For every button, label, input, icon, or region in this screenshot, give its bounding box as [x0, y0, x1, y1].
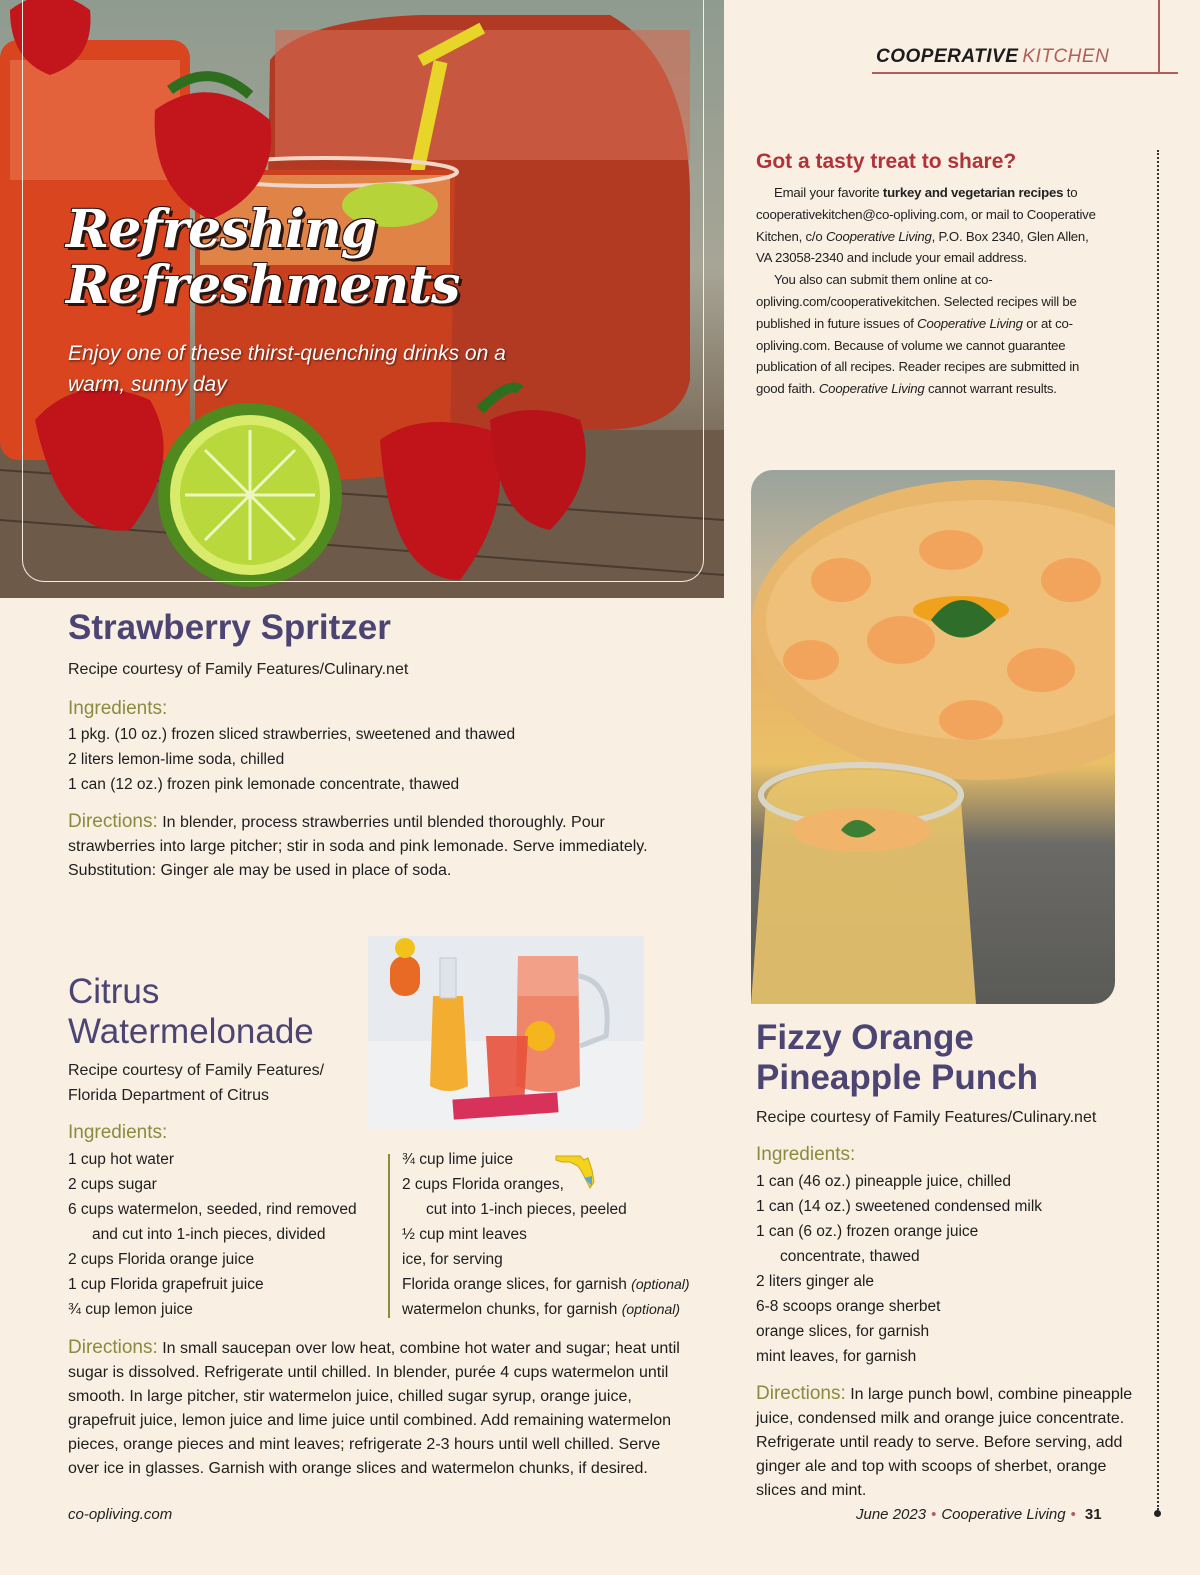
ingredient-item: and cut into 1-inch pieces, divided — [92, 1226, 326, 1243]
ingredient-item: 2 liters lemon-lime soda, chilled — [68, 751, 285, 768]
citrus-title: Citrus Watermelonade — [68, 972, 314, 1051]
strawberry-directions: Directions: In blender, process strawberries until blended thoroughly. Pour strawberries into large pitcher; stir in soda and pink lemonade. Serve immediately. Substitution: Ginger ale may be used in place of soda. — [68, 811, 648, 879]
end-bullet — [1154, 1510, 1161, 1517]
share-title: Got a tasty treat to share? — [756, 150, 1017, 173]
punch-ingredients-label: Ingredients: — [756, 1144, 856, 1165]
ingredient-item: 1 cup Florida grapefruit juice — [68, 1276, 264, 1293]
footer-site: co-opliving.com — [68, 1506, 173, 1523]
ingredient-item: 1 can (6 oz.) frozen orange juice — [756, 1223, 979, 1240]
ingredient-item: 6 cups watermelon, seeded, rind removed — [68, 1201, 357, 1218]
citrus-illustration — [368, 936, 644, 1130]
ingredients-column-rule — [388, 1154, 390, 1318]
ingredient-item: 2 cups sugar — [68, 1176, 157, 1193]
footer-folio: June 2023 • Cooperative Living • 31 — [856, 1506, 1102, 1523]
punch-directions: Directions: In large punch bowl, combine pineapple juice, condensed milk and orange juice concentrate. Refrigerate until ready to serve. Before serving, add ginger ale and top with scoops of sherbet, orange slices and mint. — [756, 1383, 1133, 1499]
share-paragraph-1: Email your favorite turkey and vegetarian recipes to cooperativekitchen@co-opliving.com, or mail to Cooperative Kitchen, c/o Cooperative Living, P.O. Box 2340, Glen Allen, VA 23058-2340 and include your email address. — [756, 185, 1096, 266]
punch-title: Fizzy Orange Pineapple Punch — [756, 1018, 1038, 1097]
ingredient-item: ¾ cup lime juice — [402, 1151, 514, 1168]
page-number: 31 — [1084, 1506, 1102, 1523]
ingredient-item: Florida orange slices, for garnish (optional) — [402, 1276, 690, 1293]
share-body — [756, 182, 1106, 400]
ingredient-item: mint leaves, for garnish — [756, 1348, 917, 1365]
footer-date: June 2023 — [856, 1506, 927, 1523]
punch-illustration — [751, 470, 1115, 1004]
header-brand-a: COOPERATIVE — [876, 46, 1019, 67]
ingredient-item: orange slices, for garnish — [756, 1323, 930, 1340]
citrus-courtesy: Recipe courtesy of Family Features/ Florida Department of Citrus — [68, 1062, 325, 1104]
ingredient-item: 1 can (12 oz.) frozen pink lemonade concentrate, thawed — [68, 776, 460, 793]
ingredient-item: 1 can (46 oz.) pineapple juice, chilled — [756, 1173, 1012, 1190]
punch-photo — [751, 470, 1115, 1004]
florida-icon — [554, 1152, 598, 1190]
ingredient-item: ½ cup mint leaves — [402, 1226, 527, 1243]
dotted-divider — [1157, 150, 1159, 1510]
citrus-ingredients-col1 — [68, 1147, 388, 1322]
ingredient-item: 1 can (14 oz.) sweetened condensed milk — [756, 1198, 1043, 1215]
strawberry-ingredients — [68, 722, 668, 797]
strawberry-directions-label: Directions: — [68, 811, 158, 832]
ingredient-item: 1 cup hot water — [68, 1151, 174, 1168]
hero-subtitle: Enjoy one of these thirst-quenching drinks on a warm, sunny day — [68, 342, 506, 396]
strawberry-courtesy: Recipe courtesy of Family Features/Culinary.net — [68, 661, 409, 678]
citrus-ingredients-label: Ingredients: — [68, 1122, 168, 1143]
ingredient-item: ice, for serving — [402, 1251, 503, 1268]
ingredient-item: concentrate, thawed — [780, 1248, 920, 1265]
header-vertical-rule — [1158, 0, 1160, 74]
share-paragraph-2: You also can submit them online at co-opliving.com/cooperativekitchen. Selected recipes will be published in future issues of Cooperative Living or at co-opliving.com. Because of volume we cannot guarantee publication of all recipes. Reader recipes are submitted in good faith. Cooperative Living cannot warrant results. — [756, 272, 1080, 397]
punch-directions-label: Directions: — [756, 1383, 846, 1404]
ingredient-item: 2 cups Florida orange juice — [68, 1251, 255, 1268]
ingredient-item: cut into 1-inch pieces, peeled — [426, 1201, 627, 1218]
ingredient-item: ¾ cup lemon juice — [68, 1301, 193, 1318]
ingredient-item: 1 pkg. (10 oz.) frozen sliced strawberries, sweetened and thawed — [68, 726, 516, 743]
ingredient-item: 2 liters ginger ale — [756, 1273, 875, 1290]
header-rule — [872, 72, 1178, 74]
footer-magazine: Cooperative Living — [941, 1506, 1066, 1523]
punch-courtesy: Recipe courtesy of Family Features/Culinary.net — [756, 1109, 1097, 1126]
strawberry-ingredients-label: Ingredients: — [68, 698, 168, 719]
header-brand-b: KITCHEN — [1022, 46, 1110, 67]
citrus-directions: Directions: In small saucepan over low heat, combine hot water and sugar; heat until sugar is dissolved. Refrigerate until chilled. In blender, purée 4 cups watermelon until smooth. In large pitcher, stir watermelon juice, chilled sugar syrup, orange juice, grapefruit juice, lemon juice and lime juice until combined. Add remaining watermelon pieces, orange pieces and mint leaves; refrigerate 2-3 hours until well chilled. Serve over ice in glasses. Garnish with orange slices and watermelon chunks, if desired. — [68, 1337, 680, 1477]
hero-title: Refreshing Refreshments — [66, 199, 460, 316]
citrus-photo — [368, 936, 644, 1130]
ingredient-item: watermelon chunks, for garnish (optional) — [402, 1301, 681, 1318]
citrus-directions-label: Directions: — [68, 1337, 158, 1358]
ingredient-item: 6-8 scoops orange sherbet — [756, 1298, 941, 1315]
punch-ingredients — [756, 1169, 1136, 1369]
strawberry-title: Strawberry Spritzer — [68, 608, 391, 647]
section-header — [876, 46, 1109, 68]
ingredient-item: 2 cups Florida oranges, — [402, 1176, 564, 1193]
